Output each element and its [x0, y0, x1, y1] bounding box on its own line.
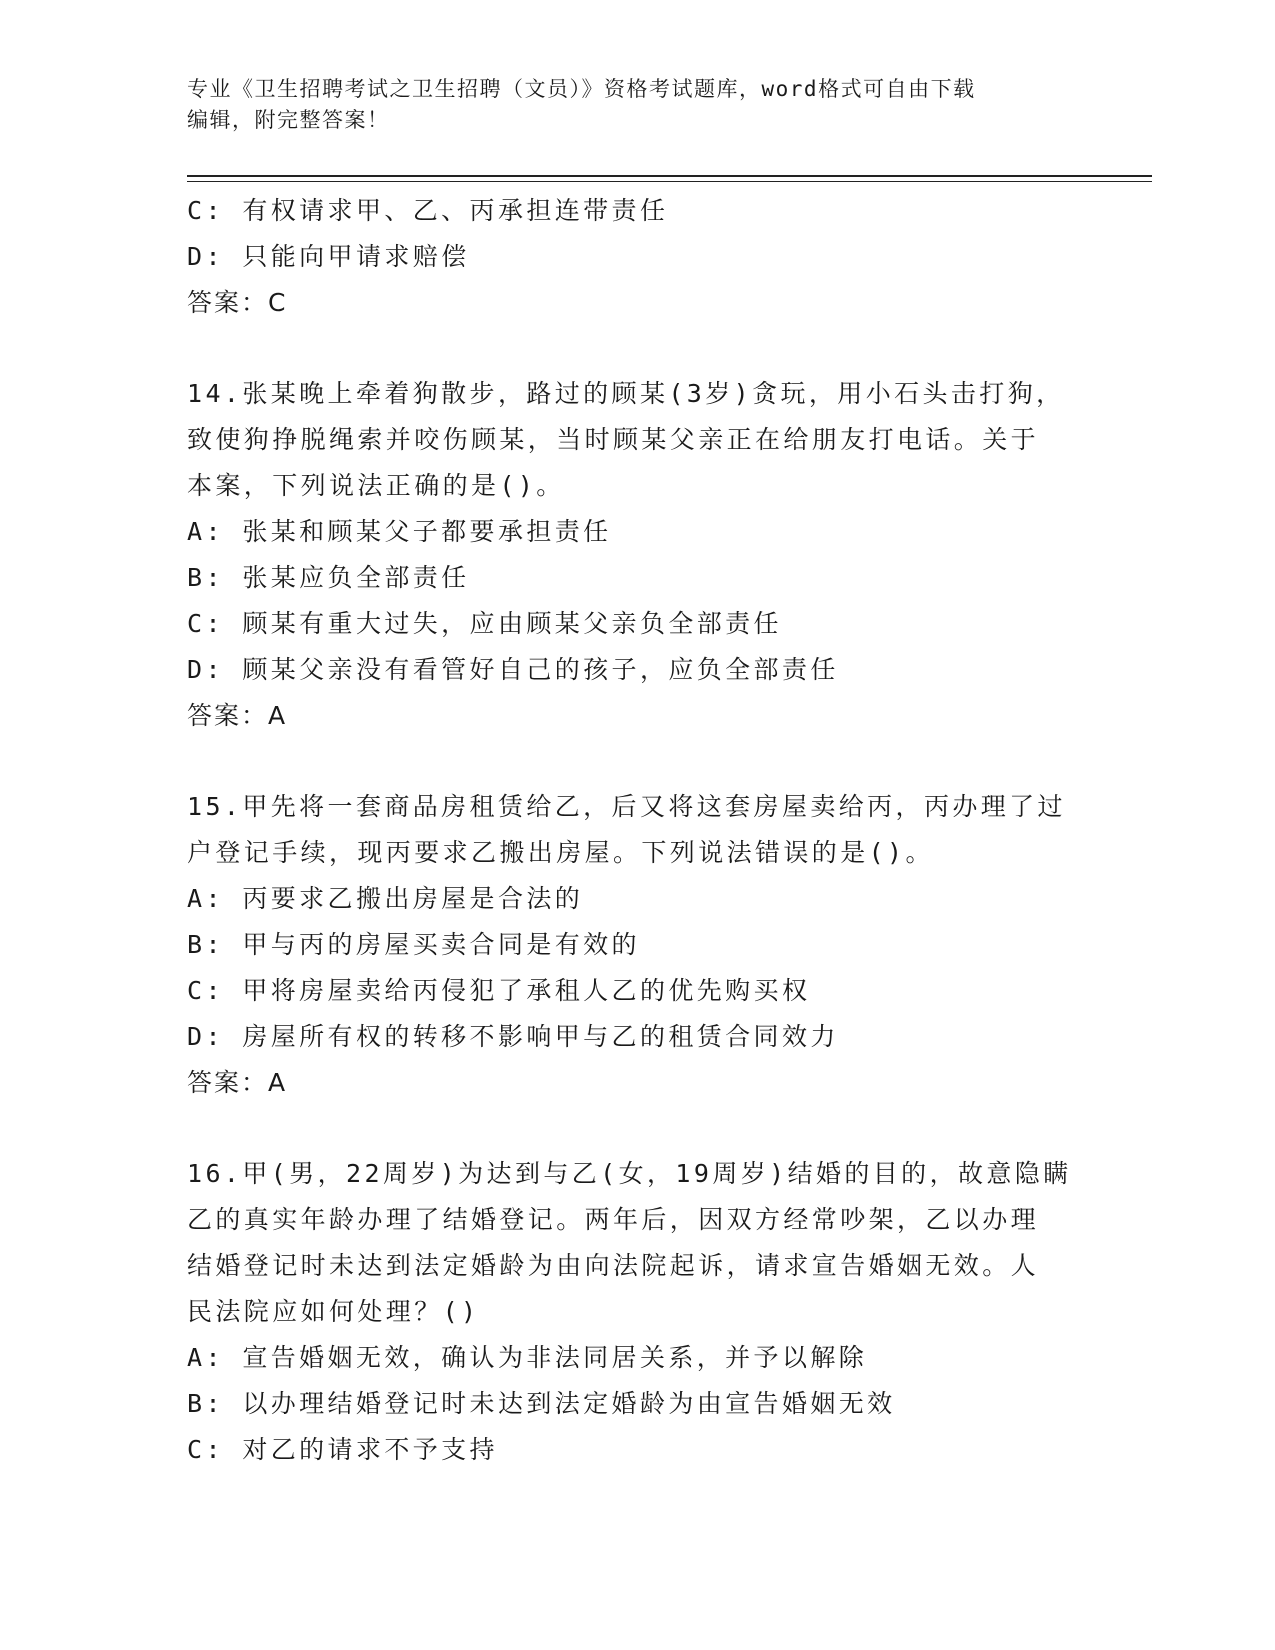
spacer — [187, 1106, 1087, 1151]
spacer — [187, 326, 1087, 371]
header-divider-thin — [187, 181, 1152, 182]
header-line-1: 专业《卫生招聘考试之卫生招聘（文员）》资格考试题库，word格式可自由下载 — [187, 77, 976, 101]
option-c: C: 有权请求甲、乙、丙承担连带责任 — [187, 196, 669, 225]
question-stem-line: 本案，下列说法正确的是()。 — [187, 471, 565, 500]
question-14 — [187, 371, 1087, 739]
previous-question-block — [187, 188, 1087, 326]
spacer — [187, 739, 1087, 784]
question-stem-line: 致使狗挣脱绳索并咬伤顾某，当时顾某父亲正在给朋友打电话。关于 — [187, 425, 1040, 454]
option-d: D: 只能向甲请求赔偿 — [187, 242, 470, 271]
option-d: D: 房屋所有权的转移不影响甲与乙的租赁合同效力 — [187, 1022, 839, 1051]
header-divider-thick — [187, 175, 1152, 177]
option-c: C: 顾某有重大过失，应由顾某父亲负全部责任 — [187, 609, 782, 638]
question-stem-line: 14.张某晚上牵着狗散步，路过的顾某(3岁)贪玩，用小石头击打狗， — [187, 379, 1065, 408]
answer-line: 答案：A — [187, 1068, 288, 1097]
option-d: D: 顾某父亲没有看管好自己的孩子，应负全部责任 — [187, 655, 839, 684]
option-b: B: 张某应负全部责任 — [187, 563, 470, 592]
answer-line: 答案：A — [187, 701, 288, 730]
question-stem-line: 户登记手续，现丙要求乙搬出房屋。下列说法错误的是()。 — [187, 838, 934, 867]
document-header — [187, 74, 1087, 136]
question-stem-line: 民法院应如何处理？() — [187, 1297, 480, 1326]
option-a: A: 宣告婚姻无效，确认为非法同居关系，并予以解除 — [187, 1343, 868, 1372]
option-c: C: 甲将房屋卖给丙侵犯了承租人乙的优先购买权 — [187, 976, 811, 1005]
question-stem-line: 结婚登记时未达到法定婚龄为由向法院起诉，请求宣告婚姻无效。人 — [187, 1251, 1040, 1280]
question-15 — [187, 784, 1087, 1106]
question-stem-line: 16.甲(男，22周岁)为达到与乙(女，19周岁)结婚的目的，故意隐瞒 — [187, 1159, 1072, 1188]
question-stem-line: 15.甲先将一套商品房租赁给乙，后又将这套房屋卖给丙，丙办理了过 — [187, 792, 1066, 821]
option-a: A: 丙要求乙搬出房屋是合法的 — [187, 884, 584, 913]
option-b: B: 甲与丙的房屋买卖合同是有效的 — [187, 930, 640, 959]
question-16 — [187, 1151, 1087, 1473]
answer-line: 答案：C — [187, 288, 288, 317]
option-b: B: 以办理结婚登记时未达到法定婚龄为由宣告婚姻无效 — [187, 1389, 896, 1418]
header-line-2: 编辑，附完整答案！ — [187, 108, 390, 132]
document-body — [187, 188, 1087, 1473]
question-stem-line: 乙的真实年龄办理了结婚登记。两年后，因双方经常吵架，乙以办理 — [187, 1205, 1040, 1234]
option-c: C: 对乙的请求不予支持 — [187, 1435, 498, 1464]
option-a: A: 张某和顾某父子都要承担责任 — [187, 517, 612, 546]
